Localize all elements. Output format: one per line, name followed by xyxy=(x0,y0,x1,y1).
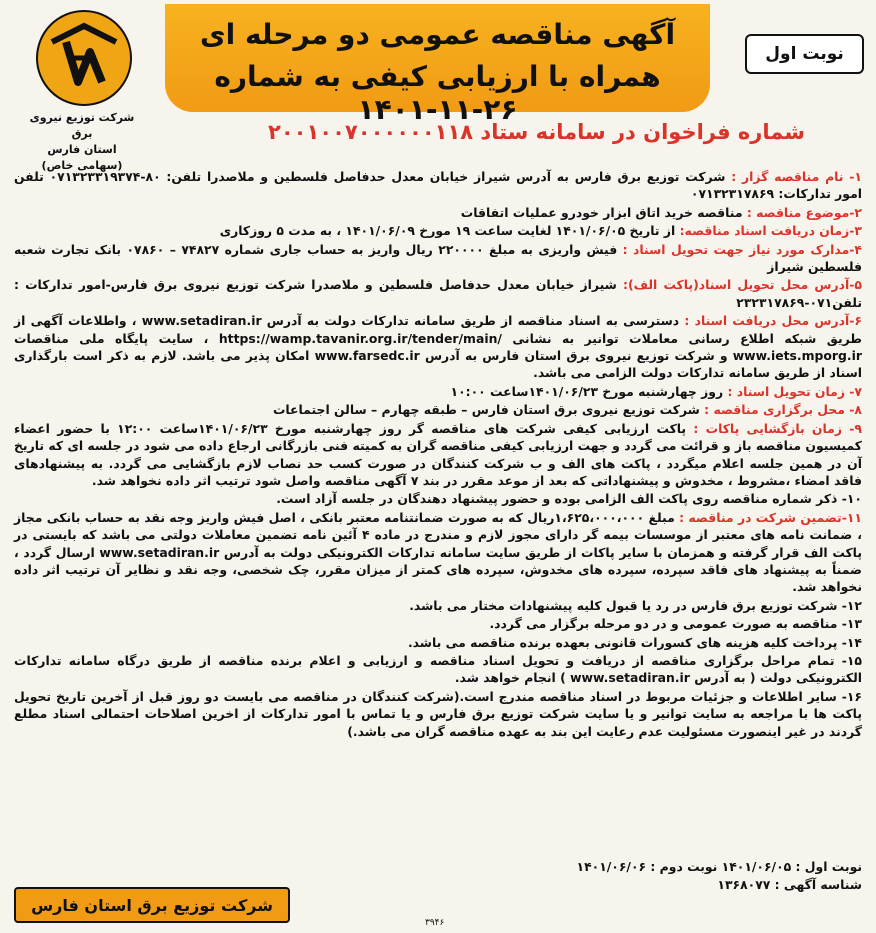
list-item xyxy=(14,401,862,418)
company-line-2: استان فارس xyxy=(47,143,117,156)
list-item xyxy=(14,241,862,276)
item-text: شیراز خیابان معدل حدفاصل فلسطین و ملاصدرا شرکت توزیع نیروی برق فارس-امور تدارکات : تلفن۰۷۱-۲۳۲۳۱۷۸۶۹ xyxy=(14,277,862,310)
item-heading: ۶-آدرس محل دریافت اسناد : xyxy=(684,313,862,329)
item-text: ارسال گردد ، ضمناً به پیشنهاد های فاقد سپرده، سپرده های مخدوش، سپرده های کمتر از میزان مقرر، چک شخصی، وجه نقد و نظایر آن ترتیب اثر داده نخواهد شد. xyxy=(14,544,862,595)
item-heading: ۹- زمان بازگشایی پاکات : xyxy=(693,420,862,436)
item-text: ۱۴- پرداخت کلیه هزینه های کسورات قانونی بعهده برنده مناقصه می باشد. xyxy=(407,634,862,650)
item-text: ۱۳- مناقصه به صورت عمومی و در دو مرحله برگزار می گردد. xyxy=(489,616,862,632)
item-text: ) انجام خواهد شد. xyxy=(454,670,566,686)
title-band xyxy=(165,4,710,126)
company-logo xyxy=(22,6,142,172)
item-heading: ۱- نام مناقصه گزار : xyxy=(731,169,862,184)
print-code: ۳۹۴۶ xyxy=(425,918,445,928)
footer-info xyxy=(442,858,862,894)
website-link[interactable]: www.farsedc.ir xyxy=(314,348,420,364)
item-heading: ۱۱-تضمین شرکت در مناقصه : xyxy=(679,509,862,525)
power-distribution-logo-icon xyxy=(36,10,132,106)
ad-id: شناسه آگهی : ۱۳۶۸۰۷۷ xyxy=(717,877,862,892)
item-text: از تاریخ ۱۴۰۱/۰۶/۰۵ لغایت ساعت ۱۹ مورخ ۱۴۰۱/۰۶/۰۹ ، به مدت ۵ روزکاری xyxy=(219,223,676,239)
item-text: ، سایت پایگاه ملی مناقصات xyxy=(14,330,209,346)
list-item xyxy=(14,509,862,596)
item-text: مبلغ ۱،۶۲۵،۰۰۰،۰۰۰ریال که به صورت ضمانتنامه معتبر بانکی ، اصل فیش واریز وجه نقد به حساب بانکی مجاز ، ضمانت نامه های معتبر از موسسات بیمه گر دارای مجوز لازم و مندرج در ماده ۴ آئین نامه تضمین معاملات دولتی می باشد که بایستی در پاکت الف قرار گرفته و همزمان با سایر پاکات از طریق سایت سامانه تدارکات الکترونیکی دولت به آدرس xyxy=(14,509,862,560)
item-heading: ۴-مدارک مورد نیاز جهت تحویل اسناد : xyxy=(622,241,862,257)
company-line-3: (سهامی خاص) xyxy=(41,159,123,172)
list-item xyxy=(14,634,862,651)
list-item xyxy=(14,222,862,239)
list-item xyxy=(14,420,862,490)
company-name xyxy=(22,110,142,174)
item-heading: ۳-زمان دریافت اسناد مناقصه: xyxy=(679,223,862,239)
item-text: مناقصه خرید اتاق ابزار خودرو عملیات اتفاقات xyxy=(460,204,743,220)
item-heading: ۸- محل برگزاری مناقصه : xyxy=(704,402,862,418)
item-text: پاکت ارزیابی کیفی شرکت های مناقصه گر روز چهارشنبه مورخ ۱۴۰۱/۰۶/۲۳ساعت ۱۲:۰۰ با حضور اعضاء کمیسیون مناقصه باز و قرائت می گردد و جهت ارزیابی کیفی مناقصه گران به کمیته فنی بازرگانی ارجاع داده می شود در جلسه ای که تاریخ آن در همین جلسه اعلام میگردد ، پاکت های الف و ب شرکت کنندگان در صورت کسب حد نصاب لازم بازگشایی می گردد. به پیشنهادهای فاقد امضاء ،مشروط ، مخدوش و پیشنهاداتی که بعد از موعد مقرر در بند ۷ آگهی مناقصه واصل شود ترتیب اثر داده نخواهد شد. xyxy=(14,420,862,488)
list-item xyxy=(14,168,862,203)
item-text: امکان پذیر می باشد. لازم به ذکر است بارگذاری اسناد از طریق سامانه تدارکات دولت الزامی می باشد. xyxy=(14,348,862,381)
item-text: دسترسی به اسناد مناقصه از طریق سامانه تدارکات دولت به آدرس xyxy=(266,313,680,329)
website-link[interactable]: www.setadiran.ir xyxy=(99,544,220,560)
list-item xyxy=(14,688,862,740)
item-heading: ۵-آدرس محل تحویل اسناد(پاکت الف): xyxy=(623,277,862,293)
item-text: روز چهارشنبه مورخ ۱۴۰۱/۰۶/۲۳ساعت ۱۰:۰۰ xyxy=(450,383,724,399)
item-text: و شرکت توزیع نیروی برق استان فارس به آدرس xyxy=(424,348,728,364)
title-line-2: همراه با ارزیابی کیفی به شماره ۲۶-۱۱-۱۴۰۱ xyxy=(214,60,661,126)
list-item xyxy=(14,490,862,507)
website-link[interactable]: www.setadiran.ir xyxy=(141,313,262,329)
items-list xyxy=(14,168,862,741)
item-text: ۱۵- تمام مراحل برگزاری مناقصه از دریافت و تحویل اسناد مناقصه و ارزیابی و اعلام برنده مناقصه از طریق درگاه سامانه تدارکات الکترونیکی دولت ( به آدرس xyxy=(14,652,862,686)
item-text: ۱۰- ذکر شماره مناقصه روی پاکت الف الزامی بوده و حضور پیشنهاد دهندگان در جلسه آزاد است. xyxy=(276,491,862,507)
item-text: فیش واریزی به مبلغ ۲۲۰۰۰۰ ریال واریز به حساب جاری شماره ۷۴۸۲۷ – ۰۷۸۶۰ بانک تجارت شعبه فلسطین شیراز xyxy=(14,241,862,275)
publication-dates: نوبت اول : ۱۴۰۱/۰۶/۰۵ نوبت دوم : ۱۴۰۱/۰۶/۰۶ xyxy=(576,859,862,874)
website-link[interactable]: www.setadiran.ir xyxy=(570,670,690,686)
item-text: شرکت توزیع برق فارس به آدرس شیراز خیابان معدل حدفاصل فلسطین و ملاصدرا تلفن: ۸۰-۰۷۱۳۲۳۳۱۹۳۷۴ تلفن امور تدارکات: ۰۷۱۳۲۳۱۷۸۶۹ xyxy=(14,169,862,202)
list-item xyxy=(14,597,862,614)
list-item xyxy=(14,615,862,632)
company-line-1: شرکت توزیع نیروی برق xyxy=(29,111,135,140)
item-text: ۱۶- سایر اطلاعات و جزئیات مربوط در اسناد مناقصه مندرج است.(شرکت کنندگان در مناقصه می بایست دو روز قبل از آخرین تاریخ تحویل پاکت ها با مراجعه به سایت توانیر و یا سایت شرکت توزیع برق فارس و یا تماس با امور تدارکات از اخرین اصلاحات احتمالی اسناد مطلع گردند در غیر اینصورت مسئولیت عدم رعایت این بند به عهده مناقصه گران می باشد.) xyxy=(14,688,862,739)
round-label: نوبت اول xyxy=(745,34,864,74)
list-item xyxy=(14,652,862,687)
item-text: ، واطلاعات آگهی از طریق شبکه اطلاع رسانی معاملات توانیر به نشانی xyxy=(14,313,862,346)
list-item xyxy=(14,276,862,311)
website-link[interactable]: www.iets.mporg.ir xyxy=(732,348,862,364)
item-text: شرکت توزیع نیروی برق استان فارس – طبقه چهارم – سالن اجتماعات xyxy=(272,402,700,418)
item-heading: ۲-موضوع مناقصه : xyxy=(746,204,862,220)
list-item xyxy=(14,312,862,382)
list-item xyxy=(14,383,862,400)
company-footer-box: شرکت توزیع برق استان فارس xyxy=(14,887,290,923)
item-text: ۱۲- شرکت توزیع برق فارس در رد یا قبول کلیه پیشنهادات مختار می باشد. xyxy=(409,597,862,613)
item-heading: ۷- زمان تحویل اسناد : xyxy=(727,383,862,399)
website-link[interactable]: https://wamp.tavanir.org.ir/tender/main/ xyxy=(218,330,502,346)
tender-number: شماره فراخوان در سامانه ستاد ۲۰۰۱۰۰۷۰۰۰۰۰۰۱۱۸ xyxy=(268,120,805,144)
list-item xyxy=(14,204,862,221)
title-line-1: آگهی مناقصه عمومی دو مرحله ای xyxy=(199,18,676,51)
